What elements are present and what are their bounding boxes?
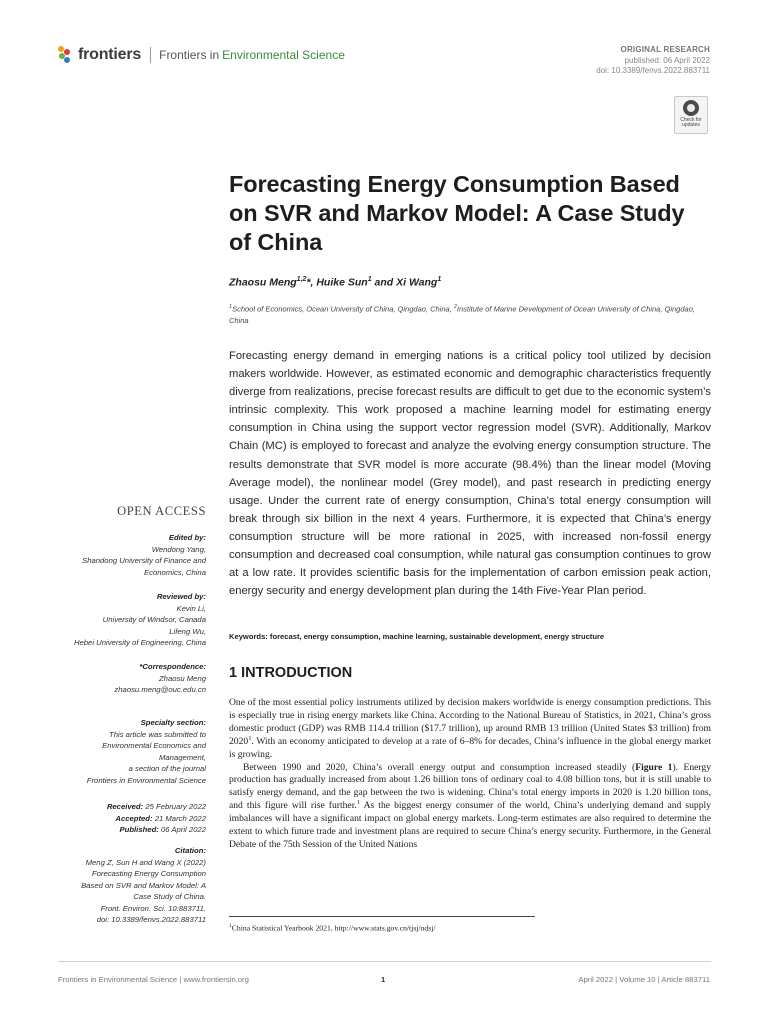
footnote-divider	[229, 916, 535, 917]
article-title: Forecasting Energy Consumption Based on SVR and Markov Model: A Case Study of China	[229, 171, 685, 255]
footnote-link[interactable]: China Statistical Yearbook 2021, http://www.stats.gov.cn/tjsj/ndsj/	[231, 923, 436, 933]
introduction-body	[229, 697, 711, 852]
paragraph: One of the most essential policy instruments utilized by decision makers worldwide is energy consumption predictions. This is especially true in rising energy markets like China. According to the National Bureau of Statistics, in 2021, China’s gross domestic product (GDP) was RMB 114.4 trillion ($17.7 trillion), up around RMB 13 trillion (United States $3 trillion) from 2020$^1$. With an economy anticipated to develop at a rate of 6–8% for decades, China’s influence in the global energy market is growing.	[229, 697, 711, 760]
editor-name[interactable]: Wendong Yang,	[151, 544, 206, 554]
section-heading: 1 INTRODUCTION	[229, 665, 353, 681]
abstract: Forecasting energy demand in emerging nations is a critical policy tool utilized by decision makers worldwide. However, as estimated economic and demographic characteristics frequently diverge from realizations, precise forecast results are difficult to get due to the economic system’s intrinsic complexity. This work proposed a machine learning model for estimating energy consumption in China using the support vector regression model (SVR). Additionally, Markov Chain (MC) is employed to forecast and analyze the evolving energy consumption structure. The results demonstrate that SVR model is more accurate (98.4%) than the linear model (Moving Average model), the nonlinear model (Grey model), and past research in predicting energy usage. Under the current rate of energy consumption, China’s total energy consumption will break through six billion in the next 4 years. Furthermore, it is expected that China’s energy consumption structure will be more rational in 2025, with increased non-fossil energy consumption and decreased coal consumption, while natural gas consumption continues to grow at a low rate. It provides scientific basis for the implementation of carbon emission peak action, energy security and energy development plan during the 14th Five-Year Plan period.	[229, 350, 711, 598]
correspondence-block: *Correspondence: Zhaosu Meng zhaosu.meng@ouc.edu.cn	[42, 661, 206, 696]
footnote: $^1$China Statistical Yearbook 2021, http://www.stats.gov.cn/tjsj/ndsj/	[229, 923, 436, 933]
specialty-section-block: Specialty section: This article was submitted to Environmental Economics and Management, a section of the journal Frontiers in Environmental Science	[86, 718, 206, 785]
footnote-ref[interactable]: 1	[248, 734, 252, 742]
frontiers-logo[interactable]	[58, 46, 345, 64]
figure-ref-link[interactable]: Figure 1	[635, 761, 673, 773]
frontiers-logo-icon	[58, 46, 74, 64]
dates-block: Received: 25 February 2022 Accepted: 21 March 2022 Published: 06 April 2022	[106, 802, 206, 834]
article-type: ORIGINAL RESEARCH	[620, 45, 710, 54]
reviewed-by-block: Reviewed by: Kevin Li, University of Windsor, Canada Lifeng Wu, Hebei University of Engineering, China	[42, 591, 206, 649]
keywords: Keywords: forecast, energy consumption, machine learning, sustainable development, energy structure	[229, 632, 605, 641]
paragraph: Between 1990 and 2020, China’s overall energy output and consumption increased steadily (Figure 1). Energy production has gradually increased from about 1.26 billion tons of ordinary coal to 4.08 billion tons, but it is still unable to satisfy energy demand, and the gap between the two is widening. China’s total energy imports in 2020 is 1.20 billion tons, and this figure will rise further.$^1$ As the biggest energy consumer of the world, China’s underlying demand and supply imbalances will have a significant impact on global energy markets. Long-term estimates are also required to determine the extent to which future trade and investment plans are required to secure China’s energy security. Furthermore, in the General Debate of the 75th Session of the United Nations	[229, 761, 711, 850]
footer-issue-info: April 2022 | Volume 10 | Article 883711	[578, 975, 710, 984]
author-name[interactable]: Huike Sun	[316, 276, 368, 289]
open-access-label: OPEN ACCESS	[117, 504, 206, 518]
author-separator: ,	[310, 276, 317, 289]
corresponding-mark: *	[306, 276, 311, 289]
reviewer-name[interactable]: Kevin Li,	[176, 603, 206, 613]
affiliations: $^1$School of Economics, Ocean University of China, Qingdao, China, $^2$Institute of Marine Development of Ocean University of China, Qingdao, China	[229, 304, 695, 325]
author-separator: and	[371, 276, 397, 289]
publisher-name: frontiers	[78, 46, 142, 63]
footer-journal[interactable]: Frontiers in Environmental Science | www.frontiersin.org	[58, 975, 249, 984]
header-doi[interactable]: doi: 10.3389/fenvs.2022.883711	[596, 66, 710, 75]
journal-prefix: Frontiers in	[159, 48, 220, 62]
reviewer-name[interactable]: Lifeng Wu,	[169, 626, 206, 636]
citation-doi-link[interactable]: doi: 10.3389/fenvs.2022.883711	[96, 915, 206, 924]
author-name[interactable]: Zhaosu Meng	[229, 276, 297, 289]
author-affiliation-sup: 1	[367, 276, 372, 283]
footer-divider	[58, 961, 711, 962]
citation-block: Citation: Meng Z, Sun H and Wang X (2022) Forecasting Energy Consumption Based on SVR and Markov Model: A Case Study of China. Front. Environ. Sci. 10:883711. doi: 10.3389/fenvs.2022.883711	[42, 845, 206, 926]
crossmark-icon	[683, 100, 699, 116]
edited-by-block: Edited by: Wendong Yang, Shandong University of Finance and Economics, China	[42, 532, 206, 578]
author-affiliation-sup: 1,2	[296, 276, 307, 283]
author-name[interactable]: Xi Wang	[396, 276, 438, 289]
correspondence-email-link[interactable]: zhaosu.meng@ouc.edu.cn	[114, 685, 206, 694]
published-date: published: 06 April 2022	[624, 56, 710, 65]
page-number: 1	[381, 975, 386, 984]
check-updates-label: Check for updates	[680, 117, 702, 128]
journal-name: Environmental Science	[222, 48, 345, 62]
check-for-updates-button[interactable]	[674, 96, 708, 134]
author-list	[229, 276, 441, 289]
footnote-ref[interactable]: 1	[356, 799, 361, 807]
author-affiliation-sup: 1	[437, 276, 442, 283]
header-divider	[150, 47, 151, 63]
